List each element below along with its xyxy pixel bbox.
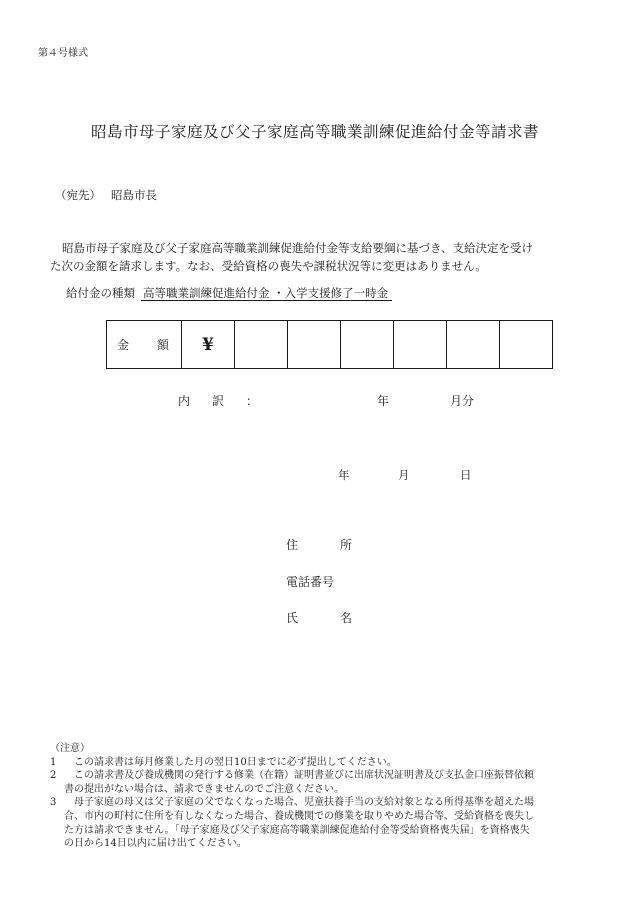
- amount-digit-cell[interactable]: [447, 321, 500, 369]
- breakdown-label: 内 訳 ：: [178, 394, 264, 408]
- request-statement-line: た次の金額を請求します。なお、受給資格の喪失や課税状況等に変更はありません。: [50, 259, 487, 273]
- date-day-field[interactable]: 日: [460, 468, 472, 482]
- date-month-field[interactable]: 月: [398, 468, 410, 482]
- address-field[interactable]: 住 所: [286, 538, 368, 552]
- note-item: [50, 769, 598, 796]
- addressee-label: （宛先）: [55, 188, 101, 202]
- page-title: 昭島市母子家庭及び父子家庭高等職業訓練促進給付金等請求書: [90, 123, 539, 141]
- breakdown-year-field[interactable]: 年: [377, 394, 390, 408]
- note-line: 書の提出がない場合は、請求できませんのでご注意ください。: [64, 783, 344, 795]
- note-line: この請求書及び養成機関の発行する修業（在籍）証明書並びに出席状況証明書及び支払金口座振替依頼: [64, 770, 534, 782]
- amount-table: [106, 320, 553, 369]
- benefit-kind-label: 給付金の種類: [66, 286, 135, 300]
- note-line: た方は請求できません。「母子家庭及び父子家庭高等職業訓練促進給付金等受給資格喪失届」を資格喪失: [64, 824, 530, 836]
- note-item: [50, 796, 598, 850]
- notes-section: [50, 742, 598, 851]
- note-number: 2: [50, 770, 57, 782]
- addressee-name: 昭島市長: [111, 188, 157, 202]
- request-statement-line: 昭島市母子家庭及び父子家庭高等職業訓練促進給付金等支給要綱に基づき、支給決定を受け: [62, 241, 534, 255]
- name-field[interactable]: 氏 名: [286, 611, 368, 625]
- request-statement: [50, 239, 580, 275]
- note-line: 合、市内の町村に住所を有しなくなった場合、養成機関での修業を取りやめた場合等、受給資格を喪失し: [64, 810, 534, 822]
- note-line: この請求書は毎月修業した月の翌日10日までに必ず提出してください。: [64, 756, 397, 768]
- amount-digit-cell[interactable]: [394, 321, 447, 369]
- phone-field[interactable]: 電話番号: [286, 575, 335, 589]
- benefit-kind-value[interactable]: 高等職業訓練促進給付金 ・入学支援修了一時金: [141, 286, 392, 301]
- notes-heading: （注意）: [50, 743, 90, 754]
- breakdown-month-field[interactable]: 月分: [450, 394, 475, 408]
- amount-digit-cell[interactable]: [235, 321, 288, 369]
- note-item: [50, 756, 598, 770]
- amount-digit-cell[interactable]: [500, 321, 553, 369]
- benefit-kind: [66, 285, 392, 301]
- amount-digit-cell[interactable]: [288, 321, 341, 369]
- amount-digit-cell[interactable]: [341, 321, 394, 369]
- amount-label: 金 額: [107, 321, 182, 369]
- addressee: [55, 187, 157, 203]
- date-year-field[interactable]: 年: [338, 468, 350, 482]
- yen-symbol: ¥: [182, 321, 235, 369]
- note-line: 母子家庭の母又は父子家庭の父でなくなった場合、児童扶養手当の支給対象となる所得基準を超えた場: [64, 797, 534, 809]
- note-line: の日から14日以内に届け出てください。: [64, 838, 247, 850]
- note-number: 3: [50, 797, 57, 809]
- form-number: 第４号様式: [38, 48, 88, 59]
- note-number: 1: [50, 756, 57, 768]
